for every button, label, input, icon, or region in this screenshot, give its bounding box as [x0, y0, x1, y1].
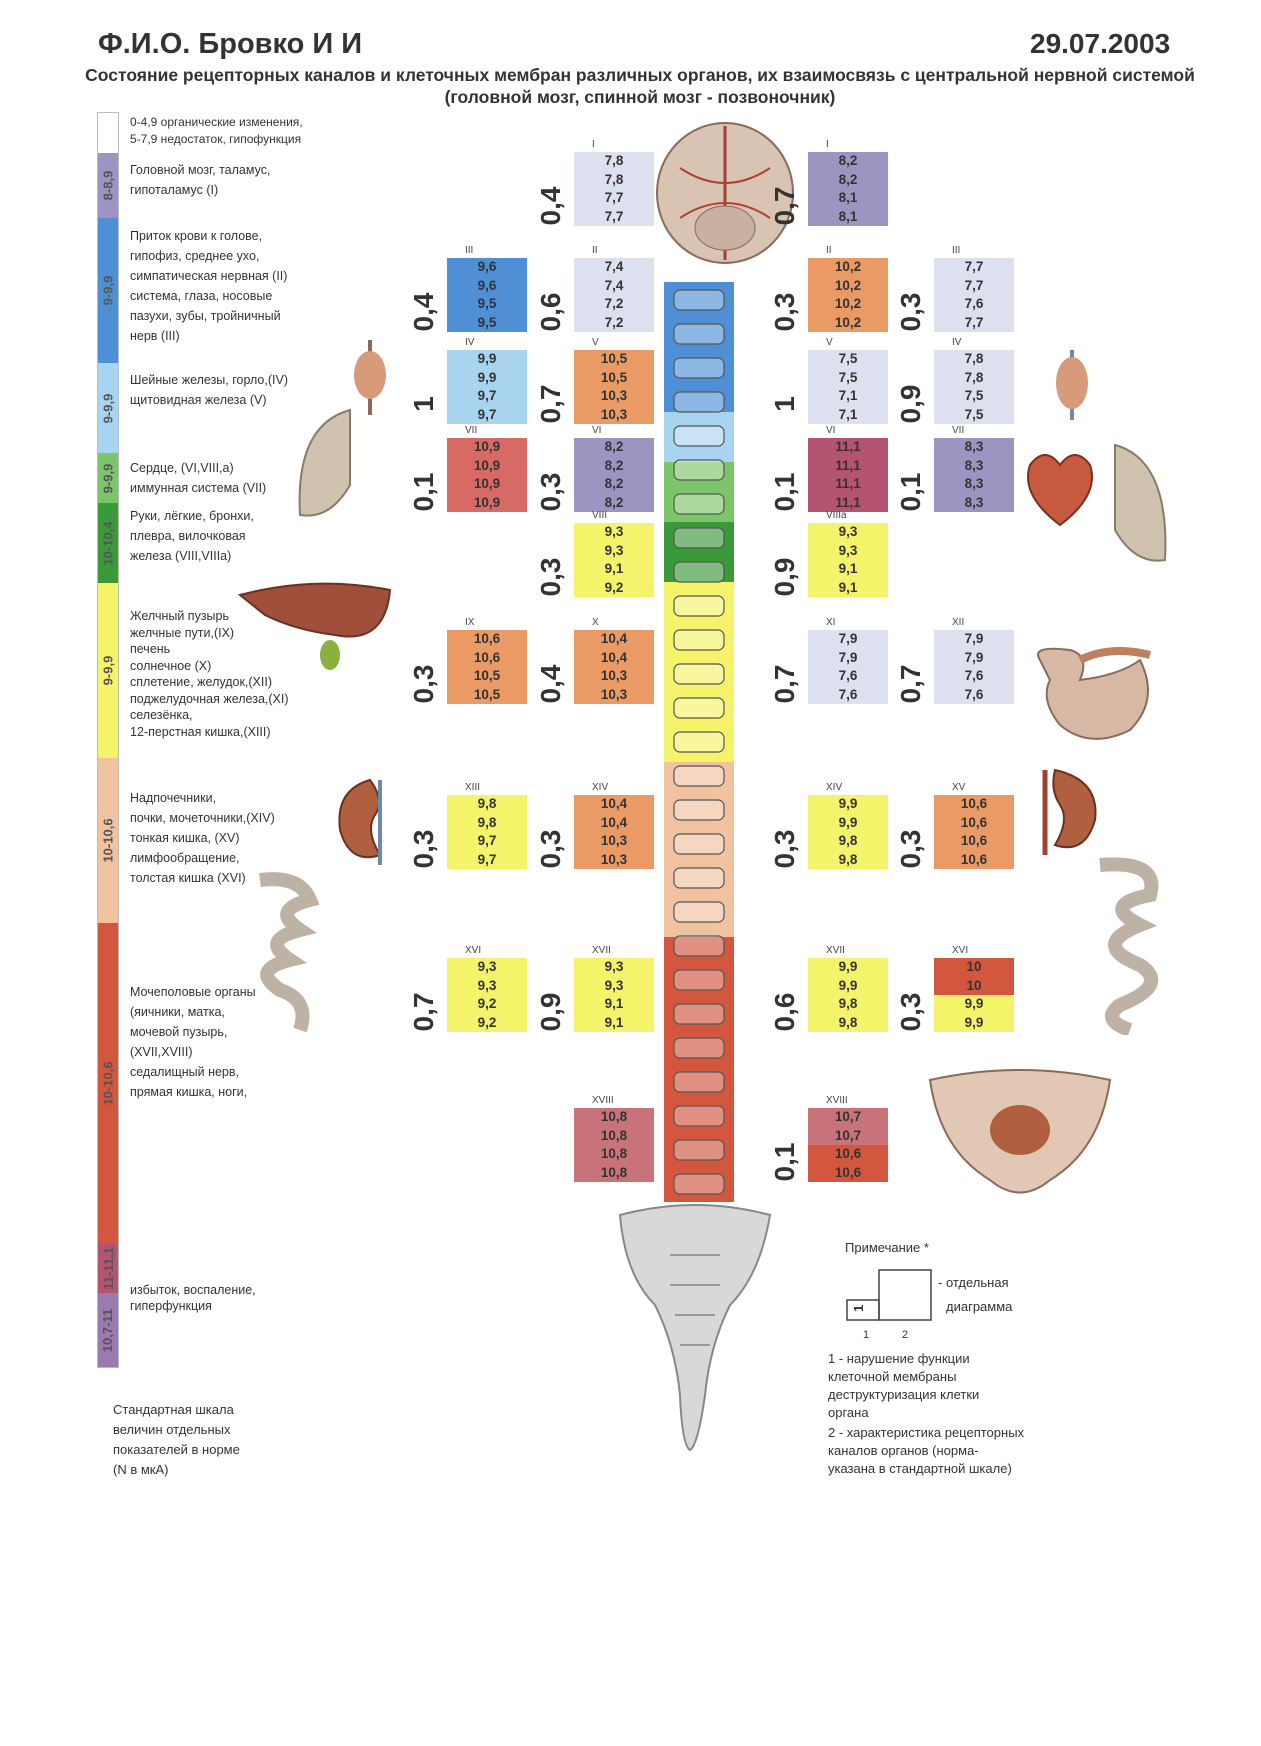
box-value: 10,4	[574, 630, 654, 649]
vertebra-shape	[674, 698, 724, 718]
box-value: 9,9	[808, 795, 888, 814]
box-value: 7,7	[934, 314, 1014, 333]
measurement-box	[769, 510, 888, 597]
measurement-box	[895, 425, 1014, 512]
box-value: 7,2	[574, 295, 654, 314]
vertebra-shape	[674, 732, 724, 752]
organ-blood: Приток крови к голове, гипофиз, среднее ухо, симпатическая нервная (II) система, глаза, носовые пазухи, зубы, тройничный нерв (III)	[130, 229, 288, 343]
box-value: 9,5	[447, 295, 527, 314]
box-value: 10,3	[574, 851, 654, 870]
box-value: 10,8	[574, 1145, 654, 1164]
measurement-box	[535, 337, 654, 424]
scale-segment	[98, 758, 118, 923]
measurement-box	[535, 617, 654, 704]
box-side-value: 0,1	[408, 472, 439, 512]
scale-segment	[98, 1243, 118, 1293]
box-roman-label: IV	[465, 337, 475, 348]
vertebra-shape	[674, 834, 724, 854]
pelvis-illustration	[920, 1060, 1120, 1210]
scale-segment	[98, 218, 118, 363]
box-roman-label: IX	[465, 617, 475, 628]
thyroid-right-illustration	[1050, 345, 1095, 425]
box-side-value: 0,7	[769, 186, 800, 226]
organ-heart: Сердце, (VI,VIII,a) иммунная система (VII)	[130, 461, 267, 495]
box-value: 8,2	[574, 475, 654, 494]
vertebra-shape	[674, 1004, 724, 1024]
vertebra-shape	[674, 868, 724, 888]
box-roman-label: I	[826, 139, 829, 150]
box-value: 10,3	[574, 832, 654, 851]
box-value: 8,3	[934, 494, 1014, 513]
box-value: 10,2	[808, 295, 888, 314]
box-value: 9,8	[447, 795, 527, 814]
scale-segment-label: 9-9,9	[100, 463, 116, 493]
organ-kidney: Надпочечники, почки, мочеточники,(XIV) тонкая кишка, (XV) лимфообращение, толстая кишка (XVI)	[130, 791, 275, 885]
box-value: 7,5	[934, 406, 1014, 425]
box-value: 10,5	[574, 350, 654, 369]
box-roman-label: XVI	[952, 945, 969, 956]
box-side-value: 0,1	[895, 472, 926, 512]
box-value: 8,1	[808, 208, 888, 227]
organ-uro: Мочеполовые органы (яичники, матка, мочевой пузырь, (XVII,XVIII) седалищный нерв, прямая кишка, ноги,	[130, 985, 256, 1099]
box-roman-label: XIII	[465, 782, 481, 793]
box-side-value: 0,4	[535, 186, 566, 226]
box-roman-label: V	[826, 337, 833, 348]
box-value: 9,3	[447, 958, 527, 977]
vertebra-shape	[674, 358, 724, 378]
box-value: 10,8	[574, 1127, 654, 1146]
report-subtitle: Состояние рецепторных каналов и клеточных мембран различных органов, их взаимосвязь с центральной нервной системой (головной мозг, спинной мозг - позвоночник)	[85, 65, 1195, 107]
box-side-value: 0,3	[895, 292, 926, 332]
box-value: 7,5	[934, 387, 1014, 406]
vertebra-shape	[674, 766, 724, 786]
measurement-box	[895, 782, 1014, 869]
measurement-box	[769, 245, 888, 332]
box-value: 9,2	[574, 579, 654, 598]
scale-segment-label: 8-8,9	[100, 170, 116, 201]
vertebra-shape	[674, 630, 724, 650]
box-roman-label: XV	[952, 782, 966, 793]
svg-text:1: 1	[851, 1304, 866, 1312]
scale-segment	[98, 113, 118, 153]
box-value: 9,3	[574, 958, 654, 977]
box-value: 9,8	[447, 814, 527, 833]
box-side-value: 0,6	[535, 292, 566, 332]
box-value: 7,4	[574, 277, 654, 296]
vertebra-shape	[674, 1072, 724, 1092]
box-value: 9,3	[808, 523, 888, 542]
measurement-box	[769, 945, 888, 1032]
report-date: 29.07.2003	[1030, 28, 1171, 59]
note-num2: 2	[902, 1329, 909, 1341]
measurement-box	[535, 425, 654, 512]
box-value: 11,1	[808, 494, 888, 513]
box-value: 7,7	[574, 189, 654, 208]
box-roman-label: III	[952, 245, 961, 256]
box-value: 7,8	[574, 152, 654, 171]
box-side-value: 0,7	[895, 664, 926, 704]
note-item2: 2 - характеристика рецепторных каналов органов (норма- указана в стандартной шкале)	[828, 1425, 1025, 1476]
box-value: 9,7	[447, 406, 527, 425]
box-value: 9,3	[574, 977, 654, 996]
measurement-box	[574, 1095, 654, 1182]
vertebra-shape	[674, 494, 724, 514]
box-value: 10,7	[808, 1127, 888, 1146]
box-value: 10,4	[574, 795, 654, 814]
box-value: 10,6	[934, 795, 1014, 814]
measurement-box	[895, 945, 1014, 1032]
box-value: 7,9	[808, 630, 888, 649]
box-value: 9,8	[808, 832, 888, 851]
box-value: 10,2	[808, 277, 888, 296]
box-value: 9,8	[808, 851, 888, 870]
scale-segment	[98, 153, 118, 218]
scale-segment	[98, 923, 118, 1243]
box-value: 10,4	[574, 649, 654, 668]
legend-top	[130, 114, 303, 148]
box-roman-label: XVI	[465, 945, 482, 956]
measurement-box	[408, 617, 527, 704]
box-side-value: 0,3	[535, 829, 566, 869]
vertebra-shape	[674, 392, 724, 412]
standard-scale-bar	[97, 112, 119, 1368]
box-value: 10,8	[574, 1164, 654, 1183]
box-value: 9,1	[808, 579, 888, 598]
box-value: 8,1	[808, 189, 888, 208]
box-roman-label: XVIII	[826, 1095, 848, 1106]
box-value: 8,2	[808, 171, 888, 190]
box-value: 10	[934, 958, 1014, 977]
box-value: 9,8	[808, 1014, 888, 1033]
measurement-box	[408, 245, 527, 332]
box-side-value: 0,4	[408, 292, 439, 332]
intestine-right-illustration	[1080, 855, 1180, 1035]
note-label2: диаграмма	[946, 1299, 1013, 1314]
box-value: 10,6	[934, 832, 1014, 851]
measurement-box	[535, 945, 654, 1032]
note-diagram	[845, 1268, 935, 1324]
box-roman-label: VI	[592, 425, 602, 436]
box-value: 9,6	[447, 258, 527, 277]
vertebra-shape	[674, 460, 724, 480]
box-value: 7,6	[808, 686, 888, 705]
box-roman-label: I	[592, 139, 595, 150]
box-roman-label: VIII	[592, 510, 608, 521]
box-value: 10,9	[447, 475, 527, 494]
box-value: 9,9	[934, 1014, 1014, 1033]
box-roman-label: VIIIa	[826, 510, 847, 521]
box-value: 9,3	[808, 542, 888, 561]
scale-segment	[98, 1293, 118, 1367]
box-side-value: 0,3	[408, 829, 439, 869]
vertebra-shape	[674, 596, 724, 616]
vertebra-shape	[674, 970, 724, 990]
patient-name: Ф.И.О. Бровко И И	[98, 28, 363, 60]
box-side-value: 0,3	[895, 829, 926, 869]
box-value: 9,1	[574, 995, 654, 1014]
box-value: 7,9	[934, 630, 1014, 649]
box-value: 10,6	[808, 1145, 888, 1164]
scale-segment	[98, 363, 118, 453]
standard-scale-caption: Стандартная шкала величин отдельных показателей в норме (N в мкА)	[113, 1402, 240, 1477]
box-roman-label: XVIII	[592, 1095, 614, 1106]
vertebra-shape	[674, 290, 724, 310]
lung-left-illustration	[290, 405, 360, 525]
organ-liver: Желчный пузырь желчные пути,(IX) печень солнечное (X) сплетение, желудок,(XII) поджелудочная железа,(XI) селезёнка, 12-перстная кишка,(XIII)	[130, 609, 289, 739]
box-value: 10,5	[447, 686, 527, 705]
vertebra-shape	[674, 1038, 724, 1058]
vertebra-shape	[674, 1174, 724, 1194]
box-roman-label: XVII	[592, 945, 611, 956]
box-value: 7,9	[934, 649, 1014, 668]
box-value: 9,3	[447, 977, 527, 996]
box-value: 9,2	[447, 1014, 527, 1033]
vertebra-shape	[674, 1106, 724, 1126]
box-side-value: 0,1	[769, 472, 800, 512]
scale-segment	[98, 583, 118, 758]
measurement-box	[769, 617, 888, 704]
box-side-value: 0,1	[769, 1142, 800, 1182]
spine-column	[664, 282, 734, 1202]
scale-segment-label: 10-10,6	[100, 1060, 116, 1106]
box-value: 9,1	[808, 560, 888, 579]
box-value: 7,6	[808, 667, 888, 686]
measurement-box	[408, 337, 527, 424]
box-value: 9,9	[808, 958, 888, 977]
box-side-value: 0,9	[769, 557, 800, 597]
box-value: 7,7	[934, 258, 1014, 277]
measurement-box	[535, 782, 654, 869]
box-side-value: 0,3	[535, 472, 566, 512]
vertebra-shape	[674, 528, 724, 548]
box-roman-label: IV	[952, 337, 962, 348]
box-value: 10,9	[447, 457, 527, 476]
stomach-illustration	[1020, 640, 1160, 750]
box-roman-label: VII	[465, 425, 478, 436]
note-item1: 1 - нарушение функции клеточной мембраны деструктуризация клетки органа	[828, 1351, 980, 1420]
organ-excess: избыток, воспаление, гиперфункция	[130, 1283, 256, 1313]
box-value: 10,7	[808, 1108, 888, 1127]
box-roman-label: III	[465, 245, 474, 256]
scale-segment	[98, 453, 118, 503]
box-value: 9,3	[574, 523, 654, 542]
box-side-value: 1	[769, 396, 800, 412]
box-value: 7,8	[574, 171, 654, 190]
box-value: 8,3	[934, 457, 1014, 476]
box-value: 9,7	[447, 851, 527, 870]
box-side-value: 0,6	[769, 992, 800, 1032]
organ-brain: Головной мозг, таламус, гипоталамус (I)	[130, 163, 271, 197]
box-side-value: 0,7	[535, 384, 566, 424]
box-value: 10,6	[934, 814, 1014, 833]
vertebra-shape	[674, 324, 724, 344]
legend-line-1: 0-4,9 органические изменения,	[130, 115, 303, 129]
box-side-value: 1	[408, 396, 439, 412]
box-value: 7,7	[934, 277, 1014, 296]
measurement-box	[895, 245, 1014, 332]
box-value: 10,9	[447, 494, 527, 513]
box-value: 10,3	[574, 406, 654, 425]
box-value: 9,1	[574, 1014, 654, 1033]
box-side-value: 0,3	[769, 292, 800, 332]
box-value: 10,6	[447, 630, 527, 649]
organ-lungs: Руки, лёгкие, бронхи, плевра, вилочковая железа (VIII,VIIIa)	[130, 509, 254, 563]
box-value: 7,6	[934, 667, 1014, 686]
scale-segment-label: 11-11,1	[100, 1246, 116, 1290]
box-value: 8,3	[934, 438, 1014, 457]
vertebra-shape	[674, 936, 724, 956]
measurement-box	[535, 510, 654, 597]
box-value: 7,8	[934, 369, 1014, 388]
box-value: 7,6	[934, 686, 1014, 705]
box-value: 9,7	[447, 387, 527, 406]
measurement-box	[769, 337, 888, 424]
measurement-box	[769, 1095, 888, 1182]
note-title: Примечание *	[845, 1240, 929, 1255]
box-value: 10,3	[574, 667, 654, 686]
box-value: 9,9	[808, 814, 888, 833]
measurement-box	[895, 337, 1014, 424]
box-value: 7,4	[574, 258, 654, 277]
box-value: 7,8	[934, 350, 1014, 369]
box-roman-label: II	[592, 245, 598, 256]
measurement-box	[769, 425, 888, 512]
box-value: 7,5	[808, 369, 888, 388]
legend-line-2: 5-7,9 недостаток, гипофункция	[130, 132, 302, 146]
box-value: 10,2	[808, 314, 888, 333]
box-value: 10,5	[447, 667, 527, 686]
box-value: 9,9	[447, 369, 527, 388]
measurement-box	[535, 245, 654, 332]
note-label1: - отдельная	[938, 1275, 1009, 1290]
box-value: 7,2	[574, 314, 654, 333]
box-value: 9,6	[447, 277, 527, 296]
box-value: 10	[934, 977, 1014, 996]
box-roman-label: VI	[826, 425, 836, 436]
lung-right-illustration	[1105, 440, 1175, 570]
vertebra-shape	[674, 1140, 724, 1160]
box-roman-label: X	[592, 617, 599, 628]
kidney-left-illustration	[330, 770, 400, 870]
box-roman-label: V	[592, 337, 599, 348]
box-side-value: 0,7	[769, 664, 800, 704]
scale-segment-label: 10,7-11	[100, 1308, 116, 1352]
measurement-box	[408, 425, 527, 512]
box-side-value: 0,3	[895, 992, 926, 1032]
box-value: 10,3	[574, 686, 654, 705]
box-value: 8,2	[808, 152, 888, 171]
sacrum-illustration	[610, 1195, 780, 1455]
box-value: 10,4	[574, 814, 654, 833]
box-value: 9,9	[808, 977, 888, 996]
box-value: 9,3	[574, 542, 654, 561]
box-side-value: 0,3	[535, 557, 566, 597]
box-value: 10,8	[574, 1108, 654, 1127]
box-roman-label: XVII	[826, 945, 845, 956]
box-value: 9,5	[447, 314, 527, 333]
kidney-right-illustration	[1020, 760, 1110, 860]
note-num1: 1	[863, 1329, 870, 1341]
box-value: 8,2	[574, 457, 654, 476]
box-roman-label: VII	[952, 425, 965, 436]
box-roman-label: XII	[952, 617, 965, 628]
box-side-value: 0,9	[895, 384, 926, 424]
box-value: 7,7	[574, 208, 654, 227]
box-value: 9,9	[934, 995, 1014, 1014]
vertebra-shape	[674, 562, 724, 582]
box-value: 7,5	[808, 350, 888, 369]
measurement-box	[535, 139, 654, 226]
scale-segment	[98, 503, 118, 583]
box-value: 9,9	[447, 350, 527, 369]
measurement-box	[769, 139, 888, 226]
box-value: 10,2	[808, 258, 888, 277]
box-value: 7,1	[808, 387, 888, 406]
box-side-value: 0,3	[769, 829, 800, 869]
box-value: 9,2	[447, 995, 527, 1014]
box-side-value: 0,7	[408, 992, 439, 1032]
box-value: 10,6	[934, 851, 1014, 870]
box-value: 11,1	[808, 457, 888, 476]
box-roman-label: XIV	[592, 782, 609, 793]
scale-segment-label: 9-9,9	[100, 655, 116, 686]
box-roman-label: II	[826, 245, 832, 256]
box-value: 10,6	[447, 649, 527, 668]
box-value: 7,1	[808, 406, 888, 425]
scale-segment-label: 10-10,4	[100, 520, 116, 566]
box-value: 7,9	[808, 649, 888, 668]
box-roman-label: XIV	[826, 782, 843, 793]
vertebra-shape	[674, 902, 724, 922]
liver-illustration	[235, 575, 395, 675]
box-value: 8,2	[574, 494, 654, 513]
measurement-box	[895, 617, 1014, 704]
box-value: 10,3	[574, 387, 654, 406]
box-value: 11,1	[808, 475, 888, 494]
intestine-left-illustration	[240, 870, 330, 1040]
box-value: 10,9	[447, 438, 527, 457]
vertebra-shape	[674, 800, 724, 820]
vertebra-shape	[674, 426, 724, 446]
box-value: 8,2	[574, 438, 654, 457]
scale-segment-label: 9-9,9	[100, 275, 116, 306]
measurement-box	[408, 782, 527, 869]
box-roman-label: XI	[826, 617, 836, 628]
box-side-value: 0,3	[408, 664, 439, 704]
organ-neck: Шейные железы, горло,(IV) щитовидная железа (V)	[130, 373, 288, 407]
box-side-value: 0,4	[535, 664, 566, 704]
heart-illustration	[1020, 440, 1100, 530]
scale-segment-label: 10-10,6	[100, 818, 116, 863]
box-value: 10,5	[574, 369, 654, 388]
box-value: 11,1	[808, 438, 888, 457]
vertebra-shape	[674, 664, 724, 684]
box-side-value: 0,9	[535, 992, 566, 1032]
measurement-box	[769, 782, 888, 869]
box-value: 10,6	[808, 1164, 888, 1183]
box-value: 9,7	[447, 832, 527, 851]
box-value: 9,8	[808, 995, 888, 1014]
box-value: 7,6	[934, 295, 1014, 314]
scale-segment-label: 9-9,9	[100, 393, 116, 423]
measurement-box	[408, 945, 527, 1032]
box-value: 9,1	[574, 560, 654, 579]
box-value: 8,3	[934, 475, 1014, 494]
